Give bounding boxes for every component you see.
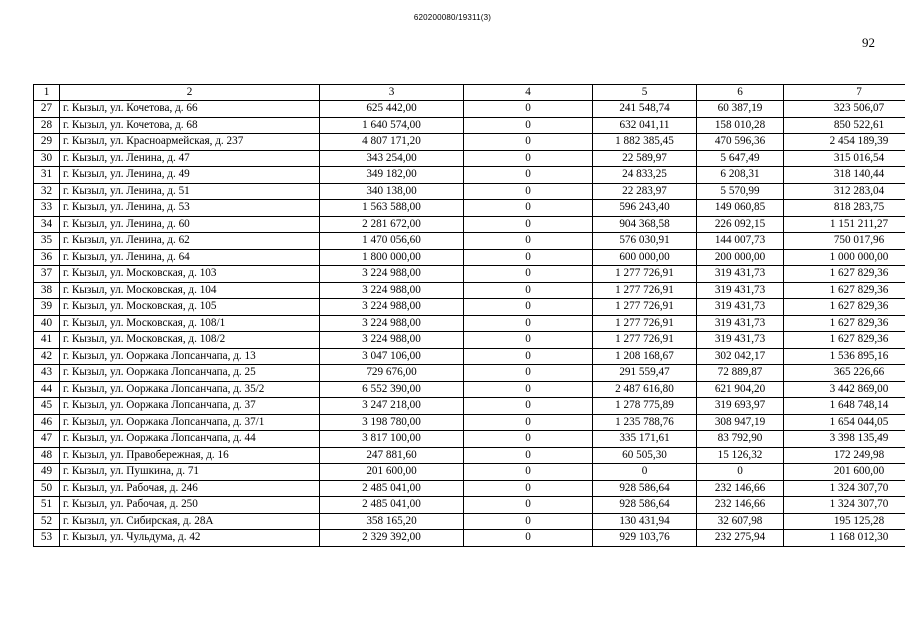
value-col6-cell: 308 947,19 <box>697 414 784 431</box>
address-cell: г. Кызыл, ул. Ленина, д. 60 <box>60 216 320 233</box>
value-col4-cell: 0 <box>464 101 593 118</box>
row-number-cell: 53 <box>34 530 60 547</box>
value-col3-cell: 349 182,00 <box>320 167 464 184</box>
value-col5-cell: 60 505,30 <box>593 447 697 464</box>
header-cell-5: 5 <box>593 85 697 101</box>
value-col5-cell: 2 487 616,80 <box>593 381 697 398</box>
value-col5-cell: 291 559,47 <box>593 365 697 382</box>
table-row <box>34 167 905 184</box>
value-col4-cell: 0 <box>464 167 593 184</box>
address-cell: г. Кызыл, ул. Московская, д. 103 <box>60 266 320 283</box>
value-col6-cell: 302 042,17 <box>697 348 784 365</box>
row-number-cell: 34 <box>34 216 60 233</box>
value-col5-cell: 576 030,91 <box>593 233 697 250</box>
value-col6-cell: 226 092,15 <box>697 216 784 233</box>
row-number-cell: 35 <box>34 233 60 250</box>
address-cell: г. Кызыл, ул. Кочетова, д. 68 <box>60 117 320 134</box>
data-table <box>33 84 905 547</box>
address-cell: г. Кызыл, ул. Московская, д. 104 <box>60 282 320 299</box>
row-number-cell: 51 <box>34 497 60 514</box>
value-col3-cell: 3 198 780,00 <box>320 414 464 431</box>
address-cell: г. Кызыл, ул. Ооржака Лопсанчапа, д. 44 <box>60 431 320 448</box>
table-row <box>34 249 905 266</box>
header-cell-6: 6 <box>697 85 784 101</box>
row-number-cell: 28 <box>34 117 60 134</box>
table-row <box>34 282 905 299</box>
value-col3-cell: 340 138,00 <box>320 183 464 200</box>
row-number-cell: 52 <box>34 513 60 530</box>
value-col5-cell: 632 041,11 <box>593 117 697 134</box>
page-number: 92 <box>862 35 875 50</box>
value-col6-cell: 72 889,87 <box>697 365 784 382</box>
address-cell: г. Кызыл, ул. Рабочая, д. 246 <box>60 480 320 497</box>
value-col3-cell: 201 600,00 <box>320 464 464 481</box>
value-col5-cell: 0 <box>593 464 697 481</box>
table-row <box>34 480 905 497</box>
address-cell: г. Кызыл, ул. Сибирская, д. 28А <box>60 513 320 530</box>
value-col7-cell: 1 627 829,36 <box>784 332 905 349</box>
address-cell: г. Кызыл, ул. Чульдума, д. 42 <box>60 530 320 547</box>
table-row <box>34 332 905 349</box>
value-col4-cell: 0 <box>464 414 593 431</box>
table-body <box>34 85 905 547</box>
address-cell: г. Кызыл, ул. Рабочая, д. 250 <box>60 497 320 514</box>
value-col6-cell: 32 607,98 <box>697 513 784 530</box>
row-number-cell: 36 <box>34 249 60 266</box>
address-cell: г. Кызыл, ул. Московская, д. 108/2 <box>60 332 320 349</box>
value-col6-cell: 319 431,73 <box>697 282 784 299</box>
table-row <box>34 216 905 233</box>
value-col3-cell: 358 165,20 <box>320 513 464 530</box>
address-cell: г. Кызыл, ул. Ленина, д. 47 <box>60 150 320 167</box>
header-cell-2: 2 <box>60 85 320 101</box>
value-col7-cell: 3 398 135,49 <box>784 431 905 448</box>
value-col6-cell: 319 693,97 <box>697 398 784 415</box>
value-col6-cell: 232 146,66 <box>697 480 784 497</box>
value-col4-cell: 0 <box>464 530 593 547</box>
table-row <box>34 398 905 415</box>
value-col3-cell: 3 224 988,00 <box>320 266 464 283</box>
row-number-cell: 42 <box>34 348 60 365</box>
value-col6-cell: 158 010,28 <box>697 117 784 134</box>
value-col5-cell: 241 548,74 <box>593 101 697 118</box>
value-col4-cell: 0 <box>464 150 593 167</box>
row-number-cell: 50 <box>34 480 60 497</box>
value-col7-cell: 750 017,96 <box>784 233 905 250</box>
value-col3-cell: 3 224 988,00 <box>320 299 464 316</box>
value-col4-cell: 0 <box>464 513 593 530</box>
value-col3-cell: 729 676,00 <box>320 365 464 382</box>
value-col6-cell: 232 275,94 <box>697 530 784 547</box>
value-col6-cell: 149 060,85 <box>697 200 784 217</box>
value-col7-cell: 1 648 748,14 <box>784 398 905 415</box>
value-col4-cell: 0 <box>464 266 593 283</box>
value-col4-cell: 0 <box>464 497 593 514</box>
value-col3-cell: 6 552 390,00 <box>320 381 464 398</box>
table-header-row <box>34 85 905 101</box>
value-col7-cell: 1 627 829,36 <box>784 299 905 316</box>
value-col5-cell: 1 235 788,76 <box>593 414 697 431</box>
value-col7-cell: 1 151 211,27 <box>784 216 905 233</box>
value-col6-cell: 319 431,73 <box>697 299 784 316</box>
address-cell: г. Кызыл, ул. Ооржака Лопсанчапа, д. 25 <box>60 365 320 382</box>
value-col7-cell: 3 442 869,00 <box>784 381 905 398</box>
table-row <box>34 513 905 530</box>
value-col6-cell: 6 208,31 <box>697 167 784 184</box>
value-col4-cell: 0 <box>464 464 593 481</box>
header-cell-4: 4 <box>464 85 593 101</box>
value-col6-cell: 60 387,19 <box>697 101 784 118</box>
value-col5-cell: 1 882 385,45 <box>593 134 697 151</box>
value-col4-cell: 0 <box>464 315 593 332</box>
header-cell-1: 1 <box>34 85 60 101</box>
row-number-cell: 47 <box>34 431 60 448</box>
value-col3-cell: 1 470 056,60 <box>320 233 464 250</box>
address-cell: г. Кызыл, ул. Пушкина, д. 71 <box>60 464 320 481</box>
address-cell: г. Кызыл, ул. Московская, д. 105 <box>60 299 320 316</box>
value-col5-cell: 1 277 726,91 <box>593 299 697 316</box>
value-col3-cell: 4 807 171,20 <box>320 134 464 151</box>
value-col7-cell: 318 140,44 <box>784 167 905 184</box>
value-col7-cell: 195 125,28 <box>784 513 905 530</box>
value-col7-cell: 1 000 000,00 <box>784 249 905 266</box>
address-cell: г. Кызыл, ул. Ооржака Лопсанчапа, д. 37/1 <box>60 414 320 431</box>
address-cell: г. Кызыл, ул. Правобережная, д. 16 <box>60 447 320 464</box>
row-number-cell: 41 <box>34 332 60 349</box>
value-col4-cell: 0 <box>464 365 593 382</box>
value-col5-cell: 1 277 726,91 <box>593 266 697 283</box>
value-col6-cell: 319 431,73 <box>697 332 784 349</box>
document-code: 620200080/19311(3) <box>413 13 492 22</box>
row-number-cell: 33 <box>34 200 60 217</box>
value-col4-cell: 0 <box>464 282 593 299</box>
value-col7-cell: 1 627 829,36 <box>784 266 905 283</box>
value-col4-cell: 0 <box>464 398 593 415</box>
address-cell: г. Кызыл, ул. Ленина, д. 62 <box>60 233 320 250</box>
value-col7-cell: 1 627 829,36 <box>784 315 905 332</box>
value-col7-cell: 201 600,00 <box>784 464 905 481</box>
value-col4-cell: 0 <box>464 249 593 266</box>
value-col5-cell: 600 000,00 <box>593 249 697 266</box>
value-col5-cell: 904 368,58 <box>593 216 697 233</box>
row-number-cell: 46 <box>34 414 60 431</box>
address-cell: г. Кызыл, ул. Ленина, д. 53 <box>60 200 320 217</box>
value-col4-cell: 0 <box>464 332 593 349</box>
value-col7-cell: 323 506,07 <box>784 101 905 118</box>
address-cell: г. Кызыл, ул. Ооржака Лопсанчапа, д. 37 <box>60 398 320 415</box>
row-number-cell: 44 <box>34 381 60 398</box>
row-number-cell: 32 <box>34 183 60 200</box>
value-col3-cell: 3 224 988,00 <box>320 315 464 332</box>
value-col3-cell: 2 485 041,00 <box>320 497 464 514</box>
row-number-cell: 39 <box>34 299 60 316</box>
value-col3-cell: 343 254,00 <box>320 150 464 167</box>
value-col7-cell: 818 283,75 <box>784 200 905 217</box>
value-col3-cell: 247 881,60 <box>320 447 464 464</box>
value-col3-cell: 3 817 100,00 <box>320 431 464 448</box>
value-col7-cell: 1 654 044,05 <box>784 414 905 431</box>
value-col4-cell: 0 <box>464 183 593 200</box>
address-cell: г. Кызыл, ул. Кочетова, д. 66 <box>60 101 320 118</box>
value-col6-cell: 5 647,49 <box>697 150 784 167</box>
table-row <box>34 365 905 382</box>
value-col4-cell: 0 <box>464 200 593 217</box>
value-col3-cell: 1 563 588,00 <box>320 200 464 217</box>
value-col3-cell: 1 800 000,00 <box>320 249 464 266</box>
value-col7-cell: 312 283,04 <box>784 183 905 200</box>
table-row <box>34 348 905 365</box>
table-row <box>34 117 905 134</box>
value-col6-cell: 319 431,73 <box>697 266 784 283</box>
value-col3-cell: 625 442,00 <box>320 101 464 118</box>
value-col7-cell: 1 324 307,70 <box>784 480 905 497</box>
row-number-cell: 38 <box>34 282 60 299</box>
table-row <box>34 266 905 283</box>
value-col6-cell: 621 904,20 <box>697 381 784 398</box>
row-number-cell: 45 <box>34 398 60 415</box>
row-number-cell: 49 <box>34 464 60 481</box>
address-cell: г. Кызыл, ул. Ленина, д. 51 <box>60 183 320 200</box>
value-col4-cell: 0 <box>464 233 593 250</box>
address-cell: г. Кызыл, ул. Красноармейская, д. 237 <box>60 134 320 151</box>
value-col6-cell: 83 792,90 <box>697 431 784 448</box>
value-col4-cell: 0 <box>464 134 593 151</box>
value-col7-cell: 2 454 189,39 <box>784 134 905 151</box>
value-col6-cell: 15 126,32 <box>697 447 784 464</box>
value-col5-cell: 929 103,76 <box>593 530 697 547</box>
value-col4-cell: 0 <box>464 431 593 448</box>
value-col5-cell: 1 208 168,67 <box>593 348 697 365</box>
value-col7-cell: 365 226,66 <box>784 365 905 382</box>
value-col3-cell: 3 247 218,00 <box>320 398 464 415</box>
row-number-cell: 43 <box>34 365 60 382</box>
table-row <box>34 233 905 250</box>
value-col5-cell: 22 589,97 <box>593 150 697 167</box>
value-col5-cell: 1 278 775,89 <box>593 398 697 415</box>
value-col6-cell: 319 431,73 <box>697 315 784 332</box>
value-col5-cell: 22 283,97 <box>593 183 697 200</box>
value-col4-cell: 0 <box>464 216 593 233</box>
value-col3-cell: 2 485 041,00 <box>320 480 464 497</box>
value-col3-cell: 3 047 106,00 <box>320 348 464 365</box>
value-col4-cell: 0 <box>464 299 593 316</box>
table-row <box>34 414 905 431</box>
value-col7-cell: 1 536 895,16 <box>784 348 905 365</box>
table-row <box>34 464 905 481</box>
value-col4-cell: 0 <box>464 117 593 134</box>
value-col5-cell: 24 833,25 <box>593 167 697 184</box>
table-row <box>34 134 905 151</box>
row-number-cell: 37 <box>34 266 60 283</box>
table-row <box>34 315 905 332</box>
table-row <box>34 447 905 464</box>
row-number-cell: 31 <box>34 167 60 184</box>
value-col5-cell: 928 586,64 <box>593 497 697 514</box>
table-row <box>34 101 905 118</box>
value-col4-cell: 0 <box>464 381 593 398</box>
row-number-cell: 29 <box>34 134 60 151</box>
table-row <box>34 381 905 398</box>
value-col5-cell: 130 431,94 <box>593 513 697 530</box>
table-row <box>34 200 905 217</box>
header-cell-3: 3 <box>320 85 464 101</box>
value-col6-cell: 200 000,00 <box>697 249 784 266</box>
value-col6-cell: 5 570,99 <box>697 183 784 200</box>
table-row <box>34 530 905 547</box>
value-col7-cell: 315 016,54 <box>784 150 905 167</box>
value-col4-cell: 0 <box>464 447 593 464</box>
row-number-cell: 30 <box>34 150 60 167</box>
value-col5-cell: 928 586,64 <box>593 480 697 497</box>
address-cell: г. Кызыл, ул. Ооржака Лопсанчапа, д. 13 <box>60 348 320 365</box>
table-row <box>34 299 905 316</box>
address-cell: г. Кызыл, ул. Ленина, д. 49 <box>60 167 320 184</box>
value-col3-cell: 1 640 574,00 <box>320 117 464 134</box>
value-col6-cell: 0 <box>697 464 784 481</box>
value-col3-cell: 2 281 672,00 <box>320 216 464 233</box>
table-row <box>34 183 905 200</box>
row-number-cell: 27 <box>34 101 60 118</box>
value-col5-cell: 1 277 726,91 <box>593 332 697 349</box>
value-col5-cell: 335 171,61 <box>593 431 697 448</box>
value-col3-cell: 3 224 988,00 <box>320 332 464 349</box>
table-row <box>34 431 905 448</box>
value-col5-cell: 1 277 726,91 <box>593 282 697 299</box>
value-col7-cell: 1 324 307,70 <box>784 497 905 514</box>
row-number-cell: 40 <box>34 315 60 332</box>
header-cell-7: 7 <box>784 85 905 101</box>
address-cell: г. Кызыл, ул. Московская, д. 108/1 <box>60 315 320 332</box>
value-col3-cell: 3 224 988,00 <box>320 282 464 299</box>
value-col6-cell: 144 007,73 <box>697 233 784 250</box>
value-col6-cell: 470 596,36 <box>697 134 784 151</box>
value-col5-cell: 1 277 726,91 <box>593 315 697 332</box>
address-cell: г. Кызыл, ул. Ооржака Лопсанчапа, д. 35/2 <box>60 381 320 398</box>
value-col7-cell: 172 249,98 <box>784 447 905 464</box>
value-col3-cell: 2 329 392,00 <box>320 530 464 547</box>
address-cell: г. Кызыл, ул. Ленина, д. 64 <box>60 249 320 266</box>
table-row <box>34 150 905 167</box>
value-col6-cell: 232 146,66 <box>697 497 784 514</box>
table-row <box>34 497 905 514</box>
value-col5-cell: 596 243,40 <box>593 200 697 217</box>
row-number-cell: 48 <box>34 447 60 464</box>
value-col4-cell: 0 <box>464 348 593 365</box>
value-col4-cell: 0 <box>464 480 593 497</box>
value-col7-cell: 1 168 012,30 <box>784 530 905 547</box>
value-col7-cell: 1 627 829,36 <box>784 282 905 299</box>
value-col7-cell: 850 522,61 <box>784 117 905 134</box>
